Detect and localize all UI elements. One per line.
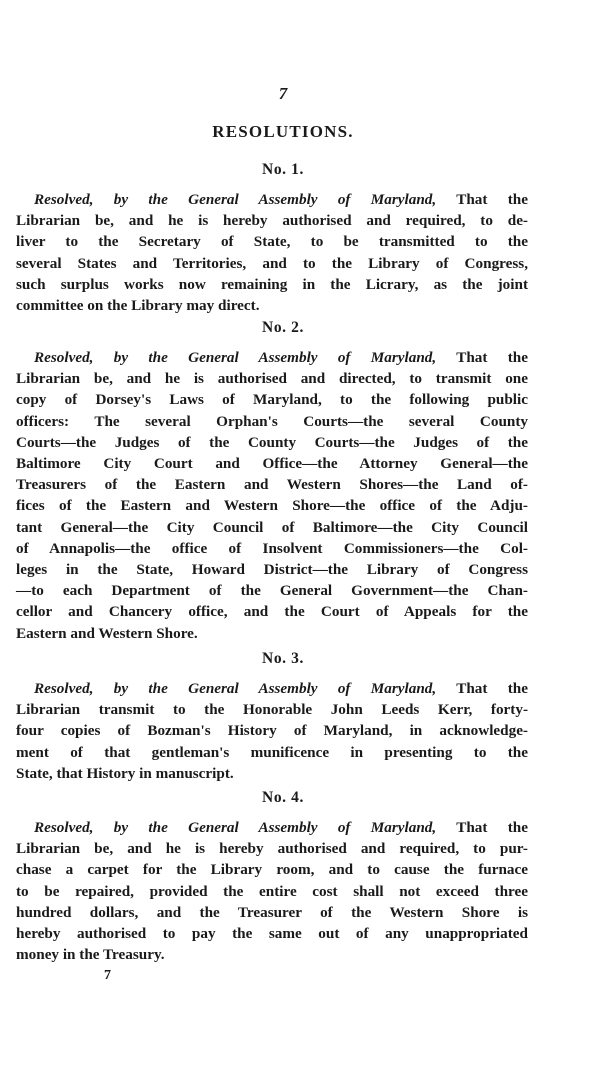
text-line: Librarian be, and he is authorised and directed, to transmit one [16,370,528,388]
text-line: committee on the Library may direct. [16,297,260,315]
resolution-number-4: No. 4. [262,789,304,806]
resolution-text-3 [16,678,528,784]
text-line: leges in the State, Howard District—the Library of Congress [16,561,528,579]
resolution-text-2 [16,347,528,644]
page-title: RESOLUTIONS. [212,122,354,141]
text-line: Treasurers of the Eastern and Western Shores—the Land of- [16,476,528,494]
page-number: 7 [278,84,288,103]
text-line: money in the Treasury. [16,946,165,964]
text-line: Baltimore City Court and Office—the Attorney General—the [16,455,528,473]
text-line: tant General—the City Council of Baltimore—the City Council [16,518,528,536]
text-line: of Annapolis—the office of Insolvent Commissioners—the Col- [16,539,528,557]
signature-mark: 7 [104,968,111,983]
text-line: Librarian be, and he is hereby authorised and required, to pur- [16,840,528,858]
text-line: cellor and Chancery office, and the Court of Appeals for the [16,603,528,621]
resolution-text-1 [16,189,528,316]
text-line: four copies of Bozman's History of Maryland, in acknowledge- [16,722,528,740]
text-line: Librarian be, and he is hereby authorised and required, to de- [16,212,528,230]
text-line: liver to the Secretary of State, to be transmitted to the [16,233,528,251]
text-line: hereby authorised to pay the same out of any unappropriated [16,925,528,943]
resolved-clause: Resolved, by the General Assembly of Maryland, [34,819,437,836]
text-line: such surplus works now remaining in the Licrary, as the joint [16,275,528,293]
text-line: Courts—the Judges of the County Courts—the Judges of the [16,433,528,451]
resolved-clause: Resolved, by the General Assembly of Maryland, [34,680,437,697]
text-line: Resolved, by the General Assembly of Maryland, That the [34,680,528,697]
text-line: fices of the Eastern and Western Shore—the office of the Adju- [16,497,528,515]
text-line: officers: The several Orphan's Courts—the several County [16,412,528,430]
text-line: to be repaired, provided the entire cost shall not exceed three [16,882,528,900]
text-line: State, that History in manuscript. [16,764,234,782]
text-line: —to each Department of the General Government—the Chan- [16,582,528,600]
text-line: ment of that gentleman's munificence in presenting to the [16,743,528,761]
resolved-clause: Resolved, by the General Assembly of Maryland, [34,349,437,366]
text-line: chase a carpet for the Library room, and to cause the furnace [16,861,528,879]
text-line: Eastern and Western Shore. [16,624,198,642]
resolution-text-4 [16,817,528,965]
text-line: Resolved, by the General Assembly of Maryland, That the [34,819,528,836]
text-line: hundred dollars, and the Treasurer of the Western Shore is [16,903,528,921]
text-line: Resolved, by the General Assembly of Maryland, That the [34,349,528,366]
resolution-number-1: No. 1. [262,161,304,178]
resolution-number-2: No. 2. [262,319,304,336]
resolved-clause: Resolved, by the General Assembly of Maryland, [34,191,437,208]
text-line: several States and Territories, and to the Library of Congress, [16,254,528,272]
text-line: Resolved, by the General Assembly of Maryland, That the [34,191,528,208]
text-line: copy of Dorsey's Laws of Maryland, to the following public [16,391,528,409]
text-line: Librarian transmit to the Honorable John Leeds Kerr, forty- [16,701,528,719]
resolution-number-3: No. 3. [262,650,304,667]
